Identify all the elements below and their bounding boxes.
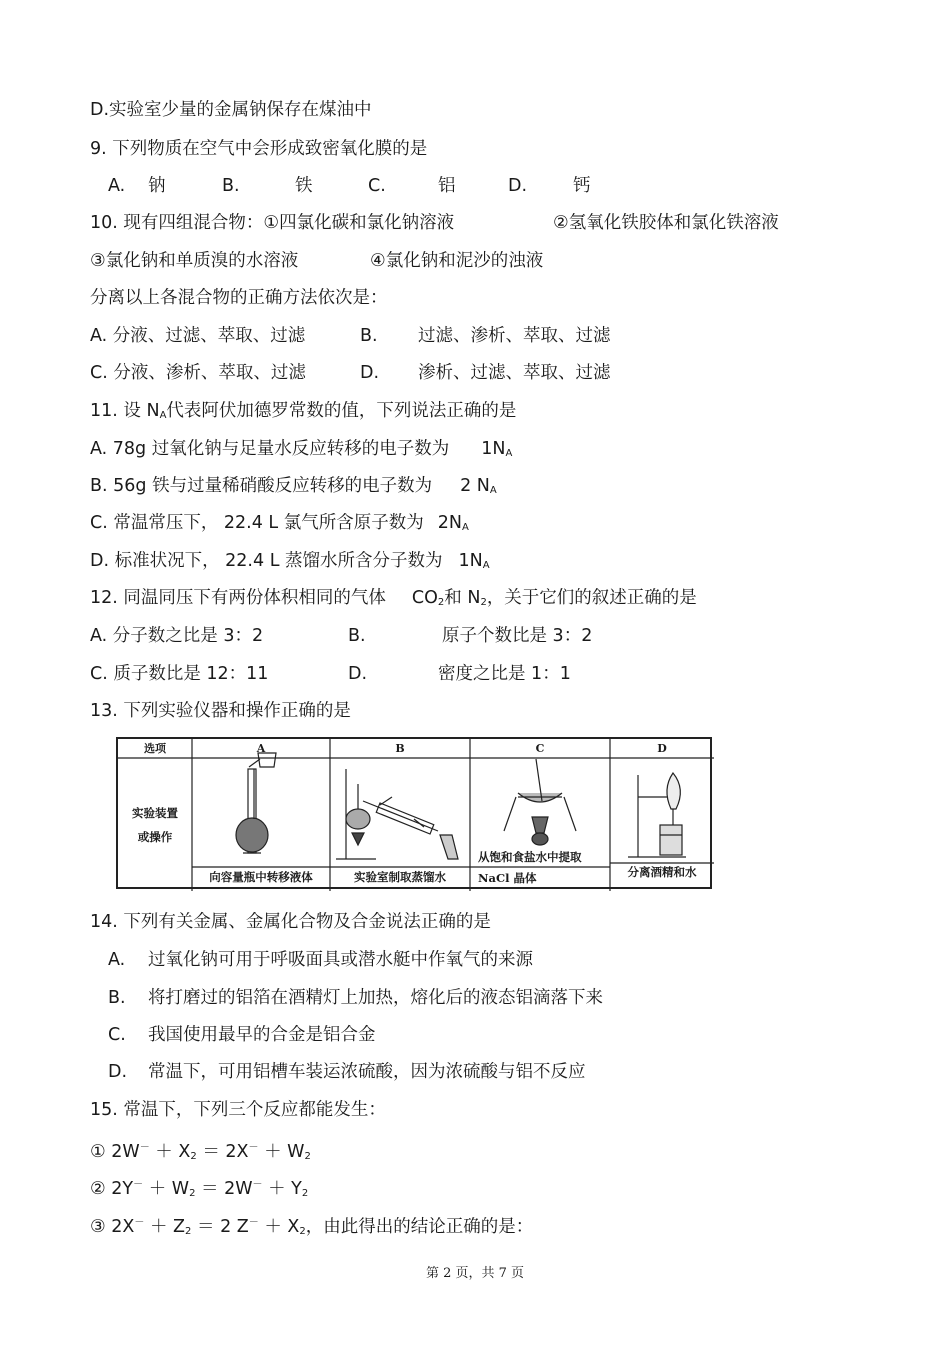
q10-stem: 10. 现有四组混合物：①四氯化碳和氯化钠溶液	[90, 213, 455, 233]
q10-option-a: A. 分液、过滤、萃取、过滤	[90, 326, 306, 346]
q12-option-d: 密度之比是 1：1	[438, 664, 571, 684]
q12-option-d-label: D.	[348, 664, 368, 684]
r2-charge-c: －	[252, 1179, 263, 1190]
r3-sub-b: 2	[185, 1226, 192, 1237]
r2-term-c: ＝ 2W	[201, 1179, 253, 1199]
r3-charge-c: －	[248, 1217, 259, 1228]
q10-option-d: 渗析、过滤、萃取、过滤	[418, 363, 611, 383]
q12-stem	[90, 586, 697, 615]
q11-option-b	[90, 474, 497, 503]
q15-reaction-3	[90, 1211, 533, 1244]
q10-option-b: 过滤、渗析、萃取、过滤	[418, 326, 611, 346]
q13-stem: 13. 下列实验仪器和操作正确的是	[90, 701, 351, 721]
r3-sub-d: 2	[299, 1226, 306, 1237]
apparatus-b-icon	[336, 769, 458, 859]
q11-option-c	[90, 511, 469, 540]
caption-c-line-1: 从饱和食盐水中提取	[478, 850, 582, 864]
q11-stem-pre: 11. 设 N	[90, 401, 160, 421]
q9-c-label: C.	[368, 176, 386, 196]
q10-ask: 分离以上各混合物的正确方法依次是：	[90, 288, 388, 308]
q12-n2: 和 N	[444, 588, 481, 608]
q11-b-text: B. 56g 铁与过量稀硝酸反应转移的电子数为	[90, 476, 433, 496]
q9-a-label: A.	[108, 176, 126, 196]
r2-sub-d: 2	[301, 1188, 309, 1199]
q11-stem-post: 代表阿伏加德罗常数的值，下列说法正确的是	[166, 401, 517, 421]
q11-b-value: 2 N	[460, 476, 490, 496]
r1-charge-c: －	[248, 1142, 259, 1153]
r2-sub-b: 2	[189, 1188, 196, 1199]
q12-n2-sub: 2	[480, 597, 487, 608]
r3-tail: ，由此得出的结论正确的是：	[305, 1217, 534, 1237]
q9-d-text: 钙	[573, 176, 591, 196]
q12-option-b: 原子个数比是 3：2	[442, 626, 593, 646]
q9-d-label: D.	[508, 176, 528, 196]
r1-term-a: 2W	[111, 1142, 140, 1162]
header-c: C	[535, 742, 545, 755]
q10-item-3: ③氯化钠和单质溴的水溶液	[90, 251, 299, 271]
header-d: D	[657, 742, 667, 755]
q11-stem	[90, 399, 516, 428]
r2-charge-a: －	[133, 1179, 144, 1190]
q10-option-c: C. 分液、渗析、萃取、过滤	[90, 363, 306, 383]
r1-term-b: ＋ X	[155, 1142, 191, 1162]
r1-charge-a: －	[139, 1142, 150, 1153]
row-label	[118, 801, 192, 849]
q14-option-c-label: C.	[108, 1025, 126, 1045]
header-b: B	[395, 742, 405, 755]
q14-option-c: 我国使用最早的合金是铝合金	[148, 1025, 376, 1045]
q10-option-b-label: B.	[360, 326, 378, 346]
q14-option-a: 过氧化钠可用于呼吸面具或潜水艇中作氧气的来源	[148, 950, 533, 970]
q11-c-sub: A	[461, 522, 469, 533]
page-footer: 第 2 页，共 7 页	[425, 1266, 525, 1281]
q9-a-text: 钠	[148, 176, 166, 196]
r3-charge-a: －	[134, 1217, 145, 1228]
q9-b-text: 铁	[295, 176, 313, 196]
q10-item-4: ④氯化钠和泥沙的浊液	[370, 251, 544, 271]
q15-reaction-2	[90, 1173, 308, 1206]
q12-option-b-label: B.	[348, 626, 366, 646]
r3-number: ③	[90, 1217, 106, 1237]
r1-sub-d: 2	[304, 1151, 311, 1162]
caption-d: 分离酒精和水	[627, 865, 697, 879]
q14-option-b-label: B.	[108, 988, 126, 1008]
q11-d-sub: A	[482, 560, 490, 571]
row-label-line-1: 实验装置	[132, 806, 178, 820]
q11-stem-sub: A	[159, 410, 167, 421]
q11-a-text: A. 78g 过氧化钠与足量水反应转移的电子数为	[90, 439, 450, 459]
q15-stem: 15. 常温下，下列三个反应都能发生：	[90, 1100, 386, 1120]
apparatus-a-icon	[236, 753, 276, 853]
caption-a: 向容量瓶中转移液体	[209, 870, 313, 884]
r2-term-d: ＋ Y	[268, 1179, 302, 1199]
q11-a-value: 1N	[481, 439, 506, 459]
apparatus-c-icon	[504, 759, 576, 845]
q9-b-label: B.	[222, 176, 240, 196]
q12-option-a: A. 分子数之比是 3：2	[90, 626, 264, 646]
q11-d-text: D. 标准状况下， 22.4 L 蒸馏水所含分子数为	[90, 551, 443, 571]
q12-co2: CO	[411, 588, 438, 608]
q10-option-d-label: D.	[360, 363, 380, 383]
caption-b: 实验室制取蒸馏水	[354, 870, 446, 884]
header-a: A	[256, 742, 266, 755]
q14-option-d: 常温下，可用铝槽车装运浓硫酸，因为浓硫酸与铝不反应	[148, 1062, 586, 1082]
r2-term-b: ＋ W	[148, 1179, 190, 1199]
header-option: 选项	[144, 742, 166, 755]
r1-number: ①	[90, 1142, 106, 1162]
r3-term-c: ＝ 2 Z	[197, 1217, 249, 1237]
apparatus-d-icon	[628, 773, 686, 857]
r2-term-a: 2Y	[111, 1179, 134, 1199]
q9-c-text: 铝	[438, 176, 456, 196]
q12-option-c: C. 质子数比是 12：11	[90, 664, 269, 684]
r1-term-c: ＝ 2X	[202, 1142, 249, 1162]
r3-term-a: 2X	[111, 1217, 135, 1237]
q11-a-sub: A	[505, 448, 513, 459]
r1-term-d: ＋ W	[264, 1142, 305, 1162]
q11-option-d	[90, 549, 490, 578]
q13-apparatus-table	[116, 737, 712, 889]
r2-number: ②	[90, 1179, 106, 1199]
q11-d-value: 1N	[458, 551, 483, 571]
q11-b-sub: A	[489, 485, 497, 496]
q14-option-b: 将打磨过的铝箔在酒精灯上加热，熔化后的液态铝滴落下来	[148, 988, 603, 1008]
q12-co2-sub: 2	[437, 597, 445, 608]
row-label-line-2: 或操作	[137, 830, 173, 844]
caption-c-line-2: NaCl 晶体	[478, 871, 537, 885]
q14-stem: 14. 下列有关金属、金属化合物及合金说法正确的是	[90, 912, 491, 932]
q10-item-2: ②氢氧化铁胶体和氯化铁溶液	[553, 213, 779, 233]
q12-stem-pre: 12. 同温同压下有两份体积相同的气体	[90, 588, 386, 608]
q11-c-value: 2N	[437, 513, 462, 533]
q15-reaction-1	[90, 1136, 311, 1169]
q12-stem-post: ，关于它们的叙述正确的是	[486, 588, 697, 608]
q9-stem: 9. 下列物质在空气中会形成致密氧化膜的是	[90, 139, 428, 159]
q14-option-d-label: D.	[108, 1062, 128, 1082]
r3-term-b: ＋ Z	[149, 1217, 186, 1237]
q8-option-d: D.实验室少量的金属钠保存在煤油中	[90, 100, 372, 120]
q11-c-text: C. 常温常压下， 22.4 L 氯气所含原子数为	[90, 513, 424, 533]
q14-option-a-label: A.	[108, 950, 126, 970]
r1-sub-b: 2	[190, 1151, 197, 1162]
q11-option-a	[90, 437, 512, 466]
r3-term-d: ＋ X	[264, 1217, 300, 1237]
